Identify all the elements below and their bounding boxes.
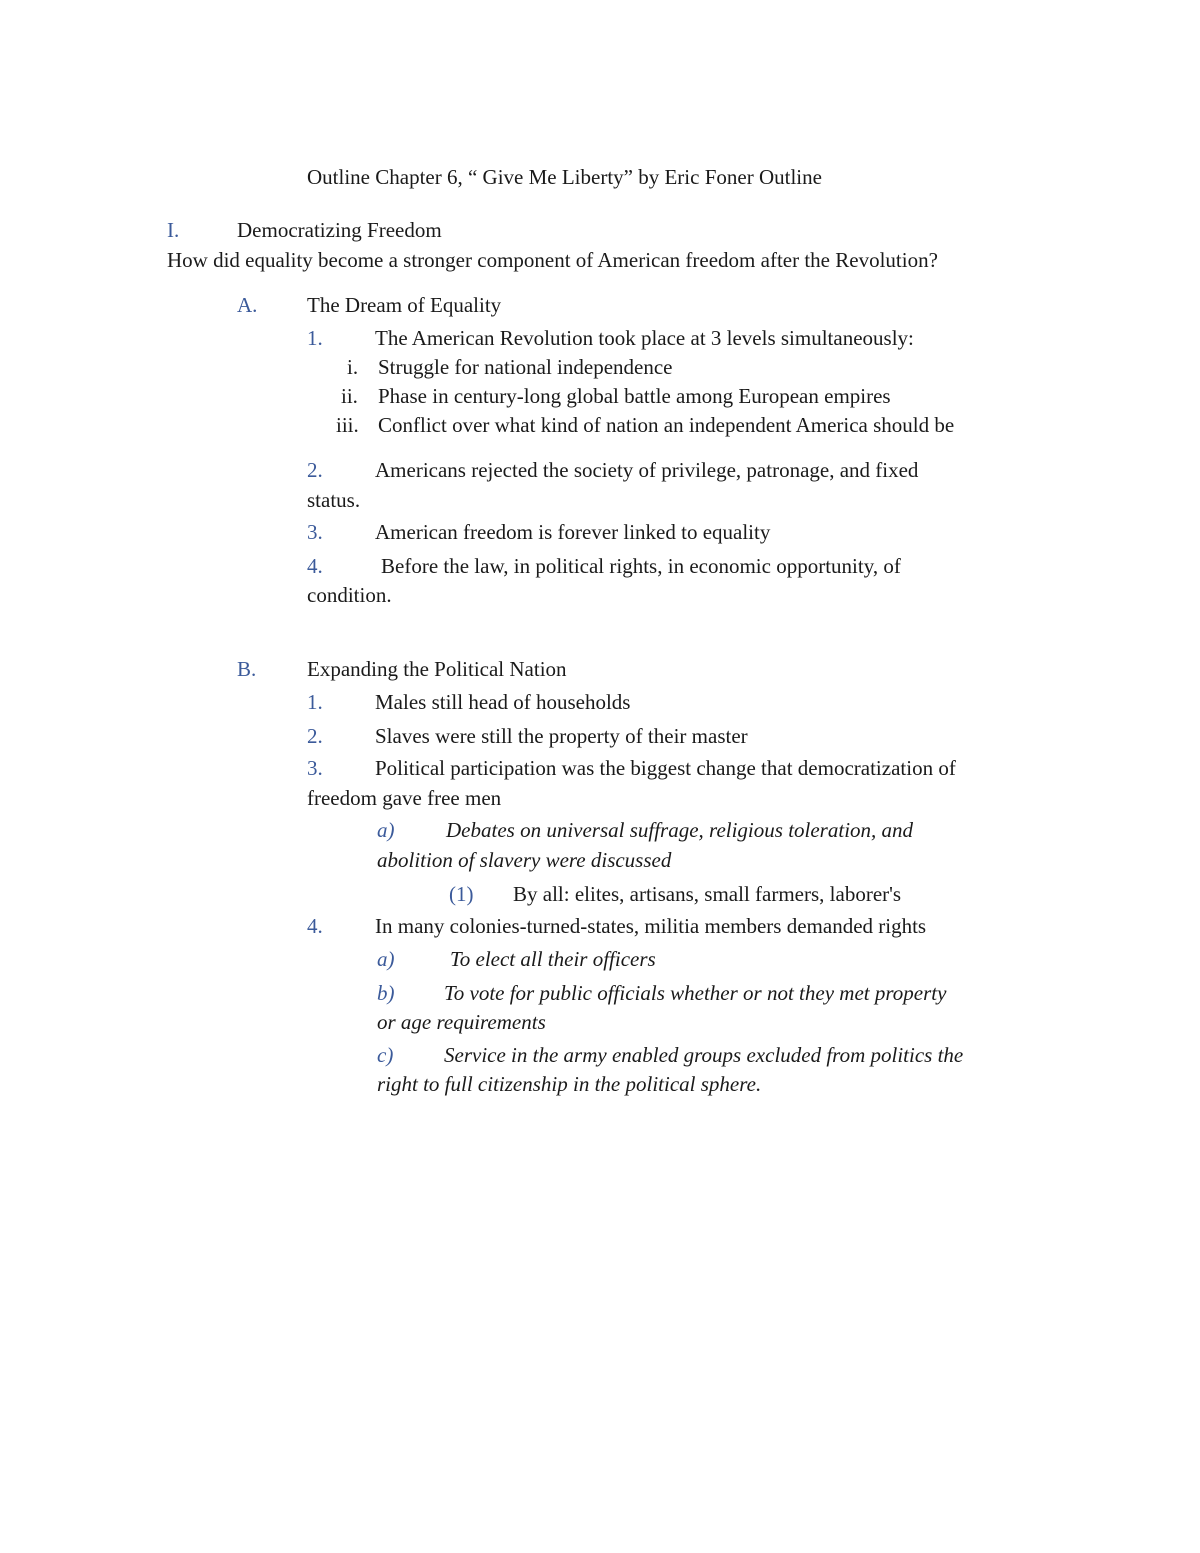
- sublist-marker: b): [377, 981, 395, 1005]
- list-marker: 4.: [307, 554, 323, 578]
- subsection-marker-B: B.: [237, 657, 257, 681]
- list-marker: 2.: [307, 724, 323, 748]
- list-marker: 3.: [307, 520, 323, 544]
- sublist-item-text: Debates on universal suffrage, religious toleration, and: [446, 818, 914, 842]
- list-marker: 1.: [307, 326, 323, 350]
- list-item-text: In many colonies-turned-states, militia members demanded rights: [375, 914, 927, 938]
- section-question: How did equality become a stronger component of American freedom after the Revolution?: [167, 248, 938, 272]
- sublist-item-text-continued: or age requirements: [377, 1010, 546, 1034]
- list-marker: 3.: [307, 756, 323, 780]
- list-item-text-continued: status.: [307, 488, 361, 512]
- roman-marker: i.: [347, 355, 359, 379]
- subsublist-item-text: By all: elites, artisans, small farmers, laborer's: [513, 882, 902, 906]
- list-item-text-continued: condition.: [307, 583, 392, 607]
- sublist-item-text: To vote for public officials whether or not they met property: [444, 981, 947, 1005]
- sublist-marker: a): [377, 818, 395, 842]
- document-title: Outline Chapter 6, “ Give Me Liberty” by Eric Foner Outline: [307, 165, 822, 189]
- list-item-text: Political participation was the biggest change that democratization of: [375, 756, 956, 780]
- subsection-heading-expanding-political-nation: Expanding the Political Nation: [307, 657, 567, 681]
- section-heading-democratizing-freedom: Democratizing Freedom: [237, 218, 442, 242]
- roman-item-text: Struggle for national independence: [378, 355, 673, 379]
- list-marker: 2.: [307, 458, 323, 482]
- list-item-text: Americans rejected the society of privilege, patronage, and fixed: [375, 458, 919, 482]
- list-item-text-continued: freedom gave free men: [307, 786, 502, 810]
- list-item-text: Before the law, in political rights, in economic opportunity, of: [381, 554, 901, 578]
- list-marker: 1.: [307, 690, 323, 714]
- list-marker: 4.: [307, 914, 323, 938]
- list-item-text: The American Revolution took place at 3 levels simultaneously:: [375, 326, 914, 350]
- sublist-marker: c): [377, 1043, 394, 1067]
- roman-marker: ii.: [341, 384, 358, 408]
- subsection-heading-dream-of-equality: The Dream of Equality: [307, 293, 502, 317]
- subsublist-marker: (1): [449, 882, 474, 906]
- roman-item-text: Conflict over what kind of nation an independent America should be: [378, 413, 955, 437]
- sublist-item-text-continued: right to full citizenship in the political sphere.: [377, 1072, 762, 1096]
- list-item-text: Males still head of households: [375, 690, 631, 714]
- list-item-text: American freedom is forever linked to equality: [375, 520, 771, 544]
- sublist-item-text: To elect all their officers: [450, 947, 656, 971]
- sublist-item-text-continued: abolition of slavery were discussed: [377, 848, 672, 872]
- sublist-item-text: Service in the army enabled groups excluded from politics the: [444, 1043, 964, 1067]
- section-marker-I: I.: [167, 218, 180, 242]
- subsection-marker-A: A.: [237, 293, 258, 317]
- list-item-text: Slaves were still the property of their master: [375, 724, 748, 748]
- roman-marker: iii.: [336, 413, 359, 437]
- sublist-marker: a): [377, 947, 395, 971]
- roman-item-text: Phase in century-long global battle among European empires: [378, 384, 891, 408]
